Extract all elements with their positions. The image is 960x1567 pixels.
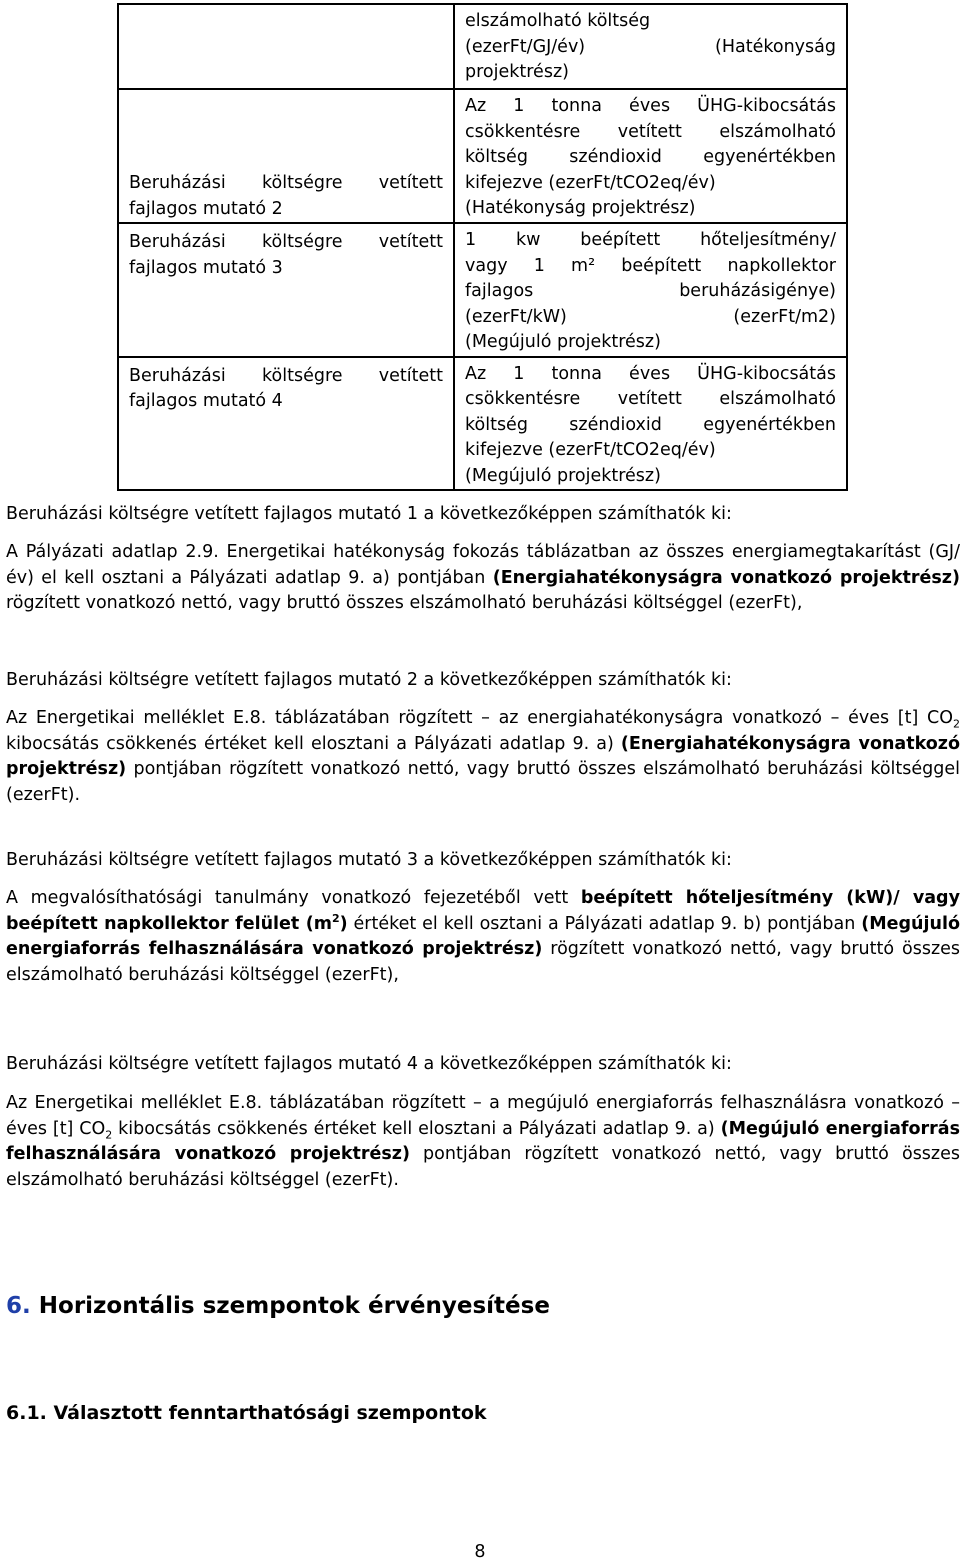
text-run: értéket el kell osztani a Pályázati adatlap 9. b) pontjában xyxy=(347,913,862,934)
bold-run: beépített hőteljesítmény (kW)/ vagy beépített napkollektor felület (m xyxy=(6,888,960,934)
indicator-description xyxy=(454,4,847,89)
superscript: 2 xyxy=(331,911,340,925)
table-row xyxy=(118,4,847,89)
page-number: 8 xyxy=(474,1542,486,1562)
desc-line: kifejezve (ezerFt/tCO2eq/év) xyxy=(465,172,716,193)
text-run: pontjában rögzített vonatkozó nettó, vagy bruttó összes elszámolható beruházási költséggel (ezerFt). xyxy=(6,1144,960,1190)
subscript: 2 xyxy=(105,1128,113,1141)
text-run: Az Energetikai melléklet E.8. táblázatában rögzített – a megújuló energiaforrás felhasználásra vonatkozó – éves [t] CO xyxy=(6,1093,960,1139)
desc-line: (Megújuló projektrész) xyxy=(465,332,661,352)
text-run: A megvalósíthatósági tanulmány vonatkozó fejezetéből vett xyxy=(6,888,581,908)
indicator-description xyxy=(454,357,847,491)
text-run: Az Energetikai melléklet E.8. táblázatában rögzített – az energiahatékonyságra vonatkozó – éves [t] CO xyxy=(6,708,953,728)
desc-line: csökkentésre vetített elszámolható xyxy=(465,389,836,409)
desc-line: (Megújuló projektrész) xyxy=(465,465,661,486)
indicator-description xyxy=(454,89,847,223)
bold-run: ) xyxy=(339,913,348,934)
table-row xyxy=(118,89,847,223)
text-run: A Pályázati adatlap 2.9. Energetikai hatékonyság fokozás táblázatban az összes energiamegtakarítást (GJ/év) el kell osztani a Pályázati adatlap 9. a) pontjában xyxy=(6,542,960,588)
section-heading: Beruházási költségre vetített fajlagos mutató 3 a következőképpen számíthatók ki: xyxy=(6,850,732,870)
indicator-label: Beruházási költségre vetített fajlagos mutató 4 xyxy=(118,357,454,491)
desc-line: 1 kw beépített hőteljesítmény/ xyxy=(465,230,836,250)
section-heading: Beruházási költségre vetített fajlagos mutató 1 a következőképpen számíthatók ki: xyxy=(6,504,732,524)
desc-line: kifejezve (ezerFt/tCO2eq/év) xyxy=(465,440,716,460)
desc-line: költség széndioxid egyenértékben xyxy=(465,147,836,167)
paragraph xyxy=(6,1091,960,1193)
table-row xyxy=(118,357,847,491)
bold-run: (Energiahatékonyságra vonatkozó projektrész) xyxy=(492,567,960,588)
paragraph xyxy=(6,540,960,617)
indicator-label: Beruházási költségre vetített fajlagos mutató 2 xyxy=(118,89,454,223)
desc-line: (ezerFt/kW) (ezerFt/m2) xyxy=(465,306,836,327)
indicator-table xyxy=(117,3,848,491)
desc-line: (Hatékonyság projektrész) xyxy=(465,198,696,218)
section-heading: Beruházási költségre vetített fajlagos mutató 4 a következőképpen számíthatók ki: xyxy=(6,1054,732,1074)
desc-line: (ezerFt/GJ/év) (Hatékonyság xyxy=(465,36,836,57)
table-row xyxy=(118,223,847,357)
text-run: pontjában rögzített vonatkozó nettó, vagy bruttó összes elszámolható beruházási költséggel (ezerFt). xyxy=(6,759,960,805)
chapter-heading xyxy=(6,1293,550,1319)
desc-line: fajlagos beruházásigénye) xyxy=(465,281,836,301)
paragraph xyxy=(6,886,960,988)
desc-line: Az 1 tonna éves ÜHG-kibocsátás xyxy=(465,96,836,116)
indicator-description xyxy=(454,223,847,357)
indicator-label: Beruházási költségre vetített fajlagos mutató 3 xyxy=(118,223,454,357)
text-run: rögzített vonatkozó nettó, vagy bruttó összes elszámolható beruházási költséggel (ezerFt), xyxy=(6,593,803,613)
bold-run: (Megújuló energiaforrás felhasználására vonatkozó projektrész) xyxy=(6,913,960,959)
chapter-number: 6. xyxy=(6,1293,31,1319)
subchapter-heading: 6.1. Választott fenntarthatósági szempontok xyxy=(6,1402,487,1424)
desc-line: elszámolható költség xyxy=(465,11,651,31)
desc-line: projektrész) xyxy=(465,62,569,82)
indicator-label xyxy=(118,4,454,89)
section-heading: Beruházási költségre vetített fajlagos mutató 2 a következőképpen számíthatók ki: xyxy=(6,670,732,690)
subscript: 2 xyxy=(953,717,960,731)
desc-line: költség széndioxid egyenértékben xyxy=(465,414,836,435)
paragraph xyxy=(6,706,960,808)
text-run: kibocsátás csökkenés értéket kell elosztani a Pályázati adatlap 9. a) xyxy=(6,733,621,754)
text-run: rögzített vonatkozó nettó, vagy bruttó összes elszámolható beruházási költséggel (ezerFt), xyxy=(6,939,960,985)
text-run: kibocsátás csökkenés értéket kell elosztani a Pályázati adatlap 9. a) xyxy=(112,1118,721,1139)
desc-line: csökkentésre vetített elszámolható xyxy=(465,121,836,142)
bold-run: (Megújuló energiaforrás felhasználására vonatkozó projektrész) xyxy=(6,1118,960,1164)
bold-run: (Energiahatékonyságra vonatkozó projektrész) xyxy=(6,733,960,779)
desc-line: Az 1 tonna éves ÜHG-kibocsátás xyxy=(465,363,836,384)
chapter-title: Horizontális szempontok érvényesítése xyxy=(38,1293,550,1319)
desc-line: vagy 1 m² beépített napkollektor xyxy=(465,255,836,276)
